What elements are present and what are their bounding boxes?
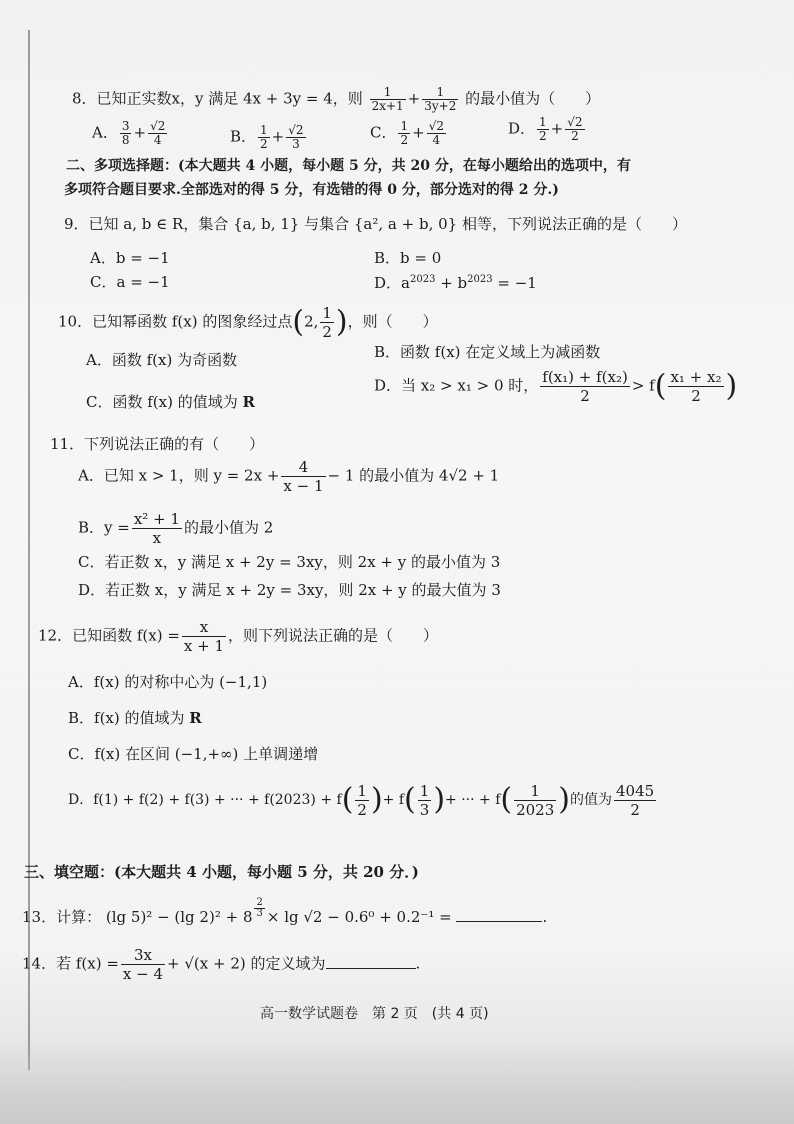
section3-heading: 三、填空题：(本大题共 4 小题，每小题 5 分，共 20 分．) <box>24 863 419 881</box>
q11-stem: 11．下列说法正确的有（ ） <box>50 435 265 453</box>
q10-stem: 10．已知幂函数 f(x) 的图象经过点(2, $\frac{1}{2}$ )，则（ ） <box>58 304 438 341</box>
q8-option-d: D． $\frac{1}{2}$ + $\frac{√2}{2}$ <box>508 115 583 143</box>
q13: 13．计算： (lg 5)² − (lg 2)² + 8 $\frac{2}{3}$ × lg √2 − 0.6⁰ + 0.2⁻¹ = . <box>22 897 548 926</box>
q8-option-a: A． $\frac{3}{8}$ + $\frac{√2}{4}$ <box>92 119 166 147</box>
q11-option-a: A．已知 x > 1，则 y = 2x + $\frac{4}{x - 1}$ − 1 的最小值为 4√2 + 1 <box>78 458 500 495</box>
q12-stem: 12．已知函数 f(x) = $\frac{x}{x + 1}$ ，则下列说法正确的是（ ） <box>38 618 439 655</box>
q11-option-c: C．若正数 x，y 满足 x + 2y = 3xy，则 2x + y 的最小值为 3 <box>78 553 501 571</box>
q9-option-d: D．$a^{2023} + b^{2023} = -1$ <box>374 274 537 292</box>
q8-stem: 8．已知正实数x，y 满足 4x + 3y = 4，则 $\frac{1}{2x+1}$ + $\frac{1}{3y+2}$ 的最小值为（ ） <box>72 85 601 113</box>
q13-answer-blank[interactable] <box>456 921 542 922</box>
q10-option-c: C．函数 f(x) 的值域为 R <box>86 393 255 411</box>
q12-option-d: D．f(1) + f(2) + f(3) + ··· + f(2023) + f( $\frac{1}{2}$ )+ f( $\frac{1}{3}$ )+ ··· + f( $\frac{1}{2023}$ )的值为 $\frac{4045}{2}$ <box>68 781 655 819</box>
q8-option-c: C． $\frac{1}{2}$ + $\frac{√2}{4}$ <box>370 119 444 147</box>
q9-option-a: A．b = −1 <box>90 249 170 267</box>
q9-option-c: C．a = −1 <box>90 273 170 291</box>
section2-desc: 多项符合题目要求.全部选对的得 5 分，有选错的得 0 分，部分选对的得 2 分.) <box>64 182 559 198</box>
q12-option-c: C．f(x) 在区间 (−1,+∞) 上单调递增 <box>68 745 319 763</box>
page-footer: 高一数学试题卷 第 2 页 (共 4 页) <box>260 1006 489 1022</box>
q14-answer-blank[interactable] <box>326 968 416 969</box>
scan-shadow <box>0 1040 794 1124</box>
q10-option-b: B．函数 f(x) 在定义域上为减函数 <box>374 343 601 361</box>
q9-stem: 9．已知 a, b ∈ R，集合 {a, b, 1} 与集合 {a², a + b, 0} 相等，下列说法正确的是（ ） <box>64 215 687 233</box>
section2-heading: 二、多项选择题：(本大题共 4 小题，每小题 5 分，共 20 分，在每小题给出的选项中，有 <box>66 158 631 174</box>
q11-option-d: D．若正数 x，y 满足 x + 2y = 3xy，则 2x + y 的最大值为 3 <box>78 581 501 599</box>
q8-option-b: B． $\frac{1}{2}$ + $\frac{√2}{3}$ <box>230 123 304 151</box>
q10-option-a: A．函数 f(x) 为奇函数 <box>86 351 238 369</box>
q11-option-b: B．y = $\frac{\text{x² + 1}}{x}$ 的最小值为 2 <box>78 510 274 547</box>
q12-option-b: B．f(x) 的值域为 R <box>68 709 202 727</box>
q14: 14．若 f(x) = $\frac{3x}{x - 4}$ + √(x + 2) 的定义域为 . <box>22 946 421 983</box>
q9-option-b: B．b = 0 <box>374 249 442 267</box>
q10-option-d: D．当 x₂ > x₁ > 0 时， $\frac{\text{f(x₁) + f(x₂)}}{2}$ > f( $\frac{\text{x₁ + x₂}}{2}$ ) <box>374 368 738 405</box>
q12-option-a: A．f(x) 的对称中心为 (−1,1) <box>68 673 268 691</box>
